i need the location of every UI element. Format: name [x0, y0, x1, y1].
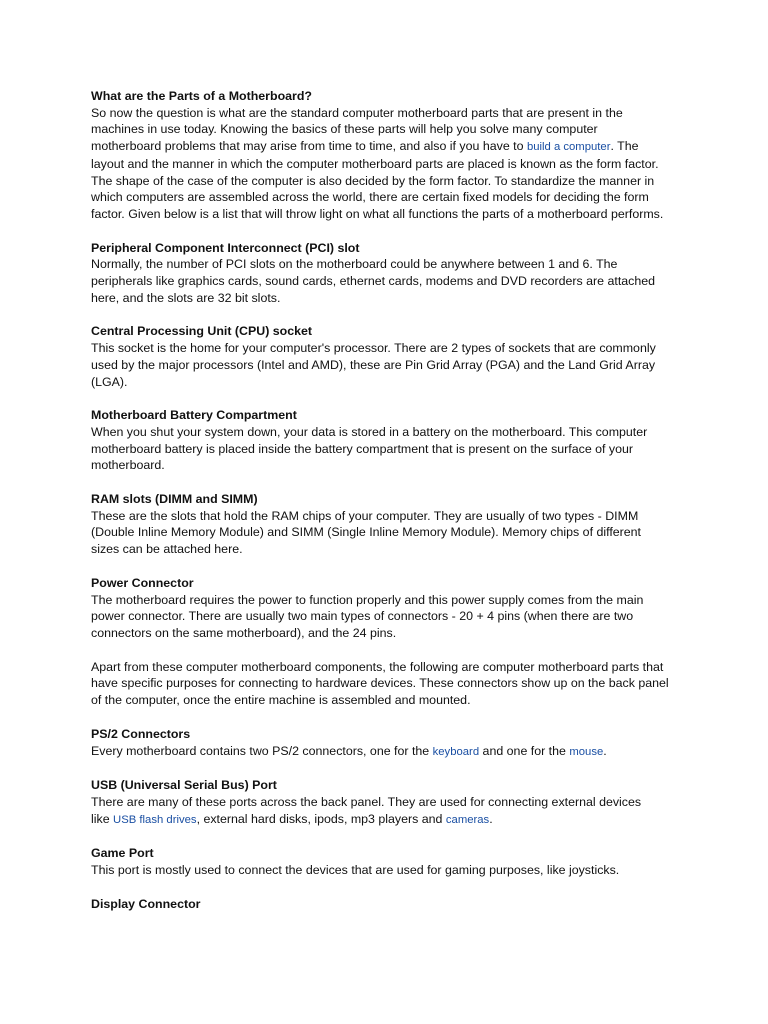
- paragraph-line: (LGA).: [91, 374, 128, 389]
- section-central-processing-unit-cpu-socket: [91, 323, 691, 390]
- line-text: like: [91, 811, 114, 826]
- section-paragraph: [91, 862, 691, 879]
- paragraph-line: So now the question is what are the standard computer motherboard parts that are present in the: [91, 105, 623, 120]
- paragraph-line: used by the major processors (Intel and AMD), these are Pin Grid Array (PGA) and the Land Grid Array: [91, 357, 656, 372]
- section-paragraph: [91, 340, 691, 390]
- paragraph-line: motherboard.: [91, 458, 165, 473]
- paragraph-line: This socket is the home for your computer's processor. There are 2 types of sockets that are commonly: [91, 341, 656, 356]
- link-cameras[interactable]: cameras: [445, 813, 490, 826]
- paragraph-line: which computers are assembled across the world, there are certain fixed models for deciding the form: [91, 190, 649, 205]
- paragraph-line: When you shut your system down, your data is stored in a battery on the motherboard. This computer: [91, 424, 648, 439]
- paragraph-line: The motherboard requires the power to function properly and this power supply comes from the main: [91, 592, 644, 607]
- section-ps-2-connectors: [91, 726, 691, 760]
- line-text: Every motherboard contains two PS/2 connectors, one for the: [91, 743, 433, 758]
- section-ram-slots-dimm-and-simm: [91, 491, 691, 558]
- line-text: .: [489, 811, 493, 826]
- section-paragraph: [91, 743, 691, 761]
- paragraph-line: sizes can be attached here.: [91, 542, 243, 557]
- paragraph-line: There are many of these ports across the back panel. They are used for connecting external devices: [91, 794, 642, 809]
- section-heading: Power Connector: [91, 575, 194, 590]
- section-heading: USB (Universal Serial Bus) Port: [91, 778, 277, 793]
- section-heading: Motherboard Battery Compartment: [91, 408, 297, 423]
- paragraph-line: have specific purposes for connecting to hardware devices. These connectors show up on the back panel: [91, 676, 669, 691]
- paragraph-line: [91, 743, 691, 761]
- line-text: .: [603, 743, 607, 758]
- section-paragraph: [91, 794, 691, 828]
- section-heading: RAM slots (DIMM and SIMM): [91, 492, 258, 507]
- link-mouse[interactable]: mouse: [569, 745, 604, 758]
- paragraph-line: Normally, the number of PCI slots on the motherboard could be anywhere between 1 and 6. The: [91, 257, 618, 272]
- paragraph-line: The shape of the case of the computer is also decided by the form factor. To standardize the manner in: [91, 173, 655, 188]
- paragraph-line: [91, 811, 691, 829]
- paragraph-line: of the computer, once the entire machine is assembled and mounted.: [91, 693, 471, 708]
- paragraph-line: Apart from these computer motherboard components, the following are computer motherboard parts that: [91, 659, 664, 674]
- section-heading: What are the Parts of a Motherboard?: [91, 89, 312, 103]
- section-what-are-the-parts-of-a-motherboard: [91, 88, 691, 223]
- section-heading: Peripheral Component Interconnect (PCI) slot: [91, 240, 360, 255]
- paragraph-line: machines in use today. Knowing the basics of these parts will help you solve many computer: [91, 122, 598, 137]
- paragraph-line: These are the slots that hold the RAM chips of your computer. They are usually of two types - DIMM: [91, 508, 639, 523]
- paragraph-line: (Double Inline Memory Module) and SIMM (Single Inline Memory Module). Memory chips of different: [91, 525, 641, 540]
- link-usb-flash-drives[interactable]: USB flash drives: [113, 813, 197, 826]
- section-heading: PS/2 Connectors: [91, 726, 191, 741]
- paragraph-line: layout and the manner in which the computer motherboard parts are placed is known as the form factor.: [91, 156, 659, 171]
- line-text: , external hard disks, ipods, mp3 players and: [196, 811, 446, 826]
- link-keyboard[interactable]: keyboard: [432, 745, 480, 758]
- paragraph-line: factor. Given below is a list that will throw light on what all functions the parts of a motherboard performs.: [91, 206, 664, 221]
- section-display-connector: [91, 896, 691, 913]
- section-heading: Display Connector: [91, 896, 201, 911]
- document-page: [91, 88, 691, 929]
- line-text: and one for the: [479, 743, 570, 758]
- section-game-port: [91, 845, 691, 878]
- line-text: motherboard problems that may arise from time to time, and also if you have to: [91, 139, 527, 154]
- section-paragraph: [91, 105, 691, 223]
- paragraph-line: motherboard battery is placed inside the battery compartment that is present on the surface of your: [91, 441, 634, 456]
- section-heading: Central Processing Unit (CPU) socket: [91, 324, 313, 339]
- section-peripheral-component-interconnect-pci-slot: [91, 240, 691, 307]
- paragraph-line: This port is mostly used to connect the devices that are used for gaming purposes, like joysticks.: [91, 863, 620, 878]
- section-heading: Game Port: [91, 846, 154, 861]
- section-paragraph: [91, 592, 691, 642]
- section-motherboard-battery-compartment: [91, 407, 691, 474]
- section-paragraph: [91, 256, 691, 306]
- paragraph-line: here, and the slots are 32 bit slots.: [91, 290, 281, 305]
- link-build-a-computer[interactable]: build a computer: [526, 141, 611, 154]
- paragraph-line: [91, 138, 691, 156]
- section-intro-6: [91, 659, 691, 709]
- section-paragraph: [91, 659, 691, 709]
- paragraph-line: peripherals like graphics cards, sound cards, ethernet cards, modems and DVD recorders are attached: [91, 274, 656, 289]
- paragraph-line: connectors on the same motherboard), and the 24 pins.: [91, 625, 397, 640]
- line-text: . The: [610, 139, 639, 154]
- paragraph-line: power connector. There are usually two main types of connectors - 20 + 4 pins (when there are two: [91, 609, 634, 624]
- section-usb-universal-serial-bus-port: [91, 777, 691, 828]
- section-power-connector: [91, 575, 691, 642]
- section-paragraph: [91, 424, 691, 474]
- section-paragraph: [91, 508, 691, 558]
